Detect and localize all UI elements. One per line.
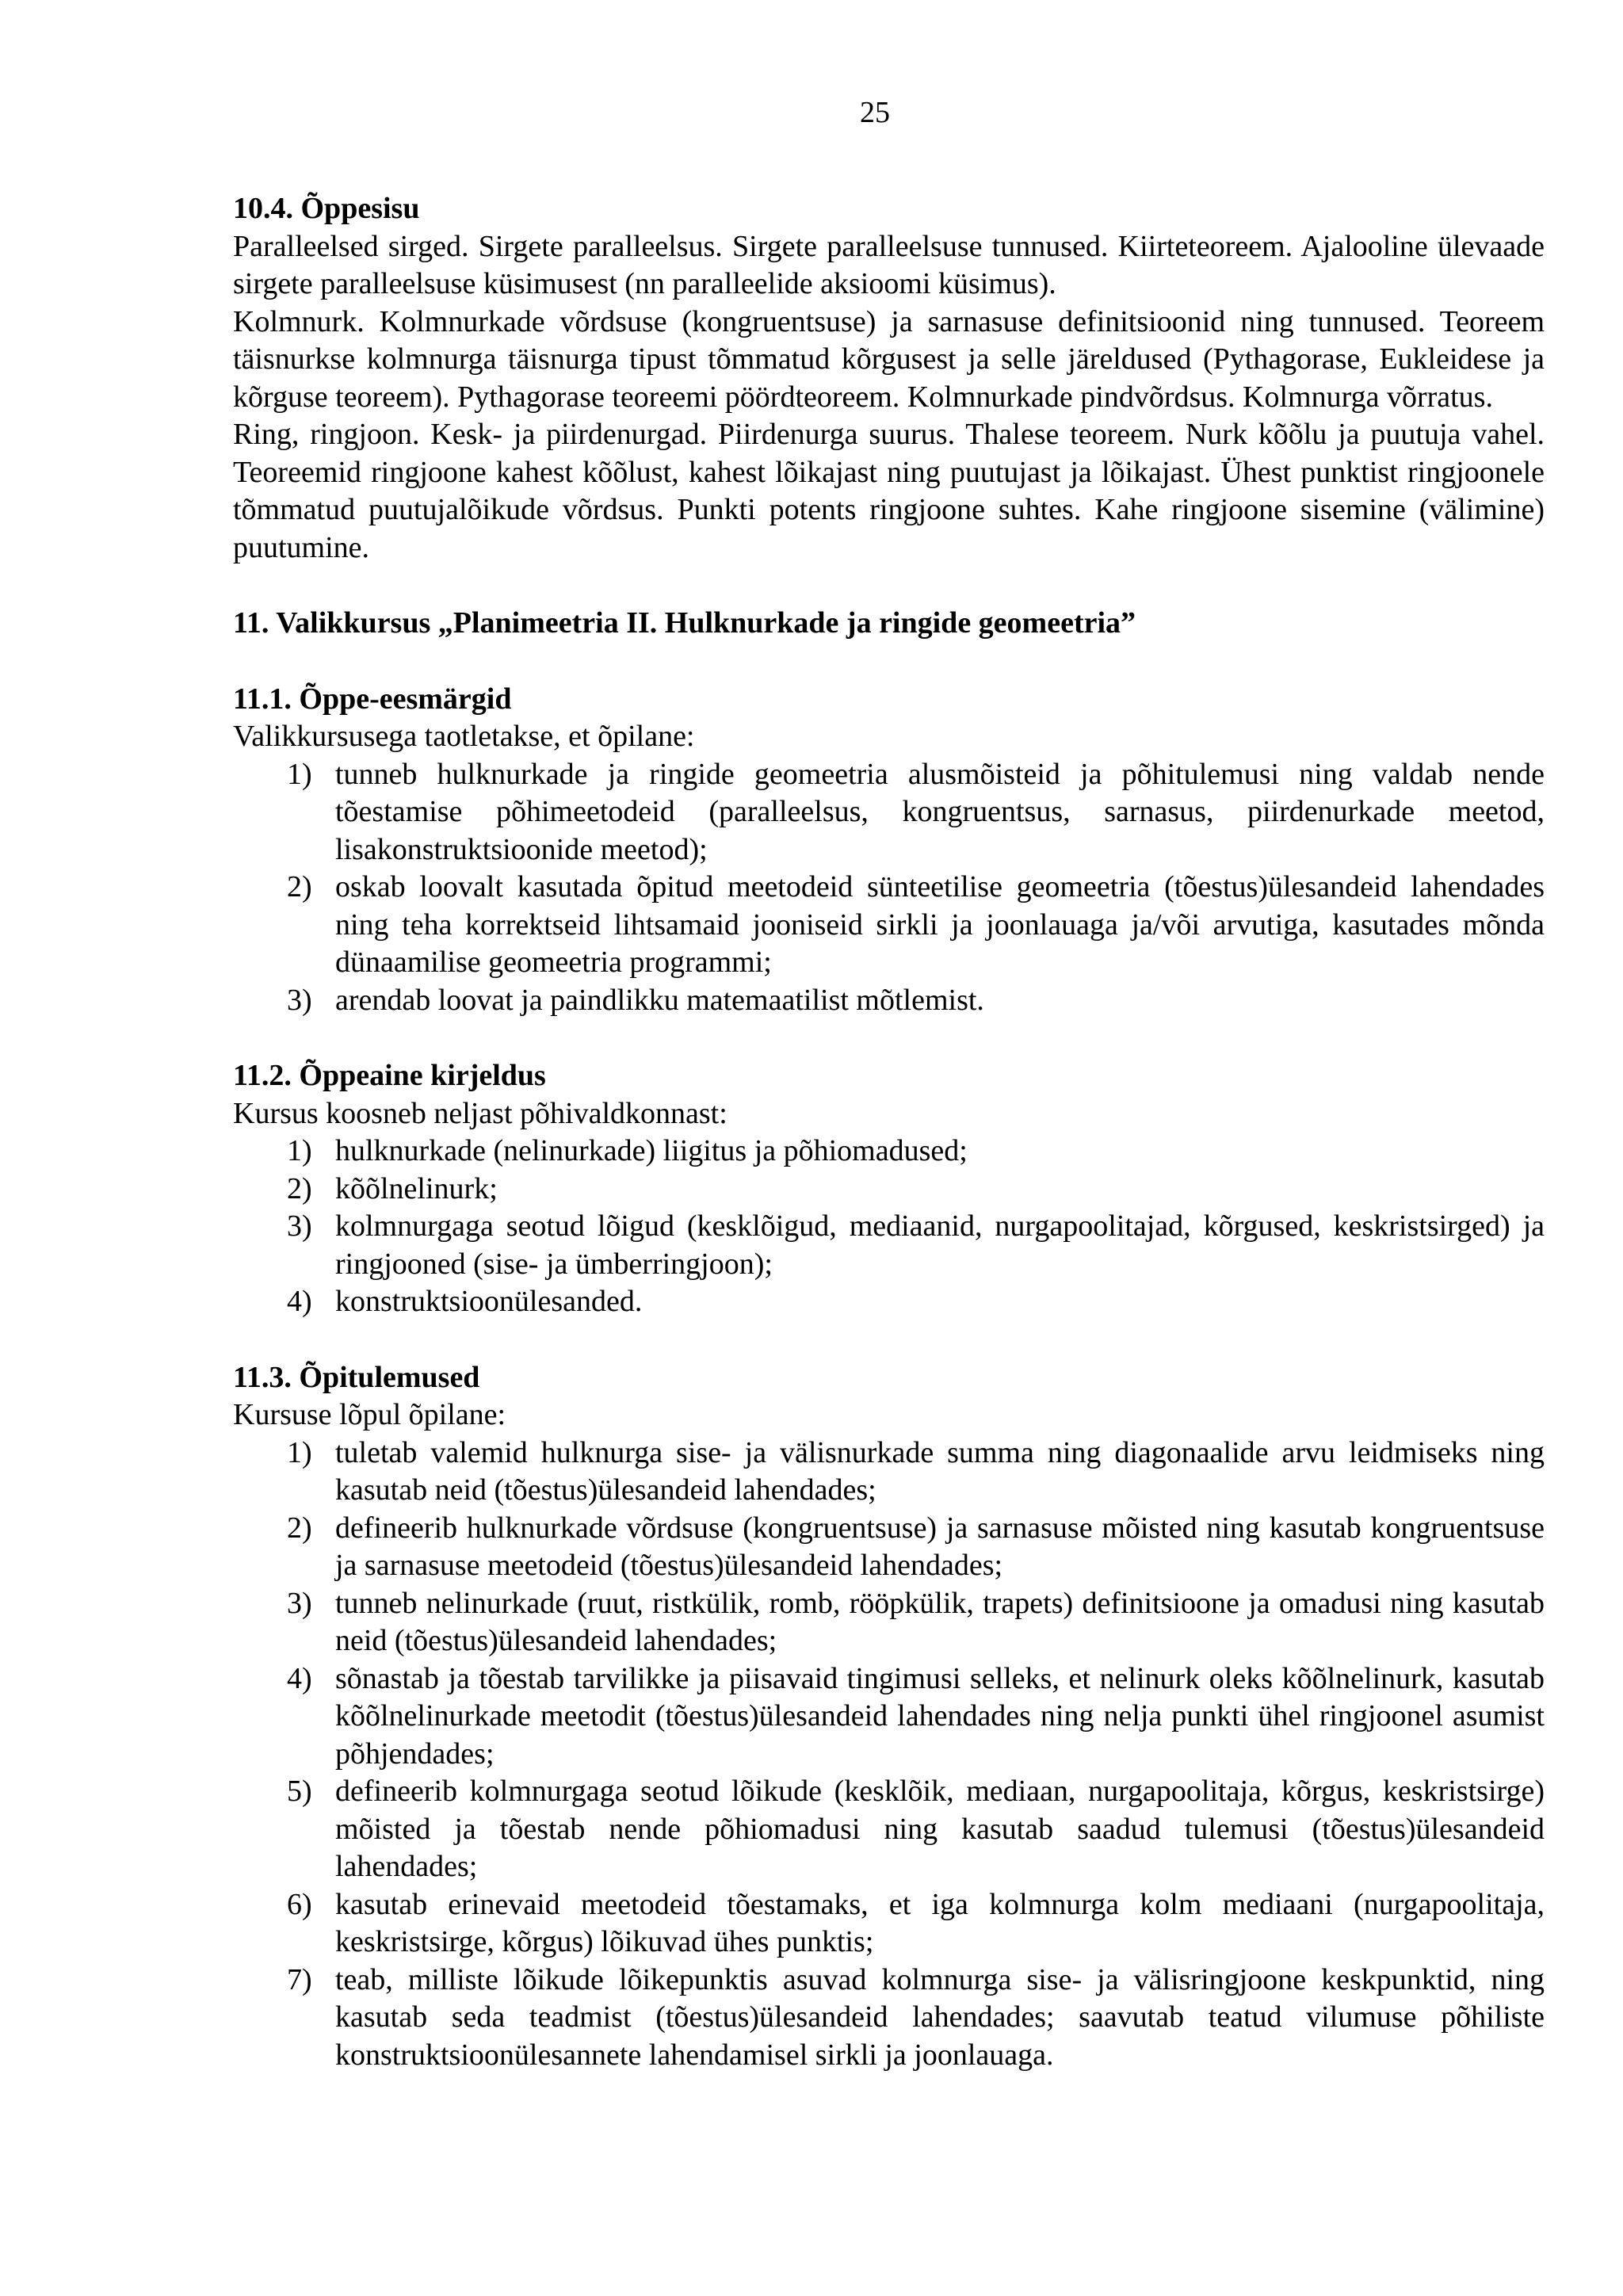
list-item-number: 1) xyxy=(287,757,312,791)
list-intro: Kursus koosneb neljast põhivaldkonnast: xyxy=(233,1096,727,1130)
list-item-text: tunneb nelinurkade (ruut, ristkülik, romb, rööpkülik, trapets) definitsioone ja omadusi ning kasutab neid (tõestus)ülesandeid lahendades; xyxy=(335,1586,1545,1657)
list-item xyxy=(233,1510,1545,1585)
list-item xyxy=(233,1660,1545,1774)
list-item xyxy=(233,756,1545,869)
list-item-number: 7) xyxy=(287,1962,312,1996)
list-item-number: 3) xyxy=(287,983,312,1017)
section-10-4 xyxy=(233,190,1545,567)
list-item-text: oskab loovalt kasutada õpitud meetodeid sünteetilise geomeetria (tõestus)ülesandeid lahendades ning teha korrektseid lihtsamaid jooniseid sirkli ja joonlauaga ja/või arvutiga, kasutades mõnda dünaamilise geomeetria programmi; xyxy=(335,870,1545,979)
list-item-text: hulknurkade (nelinurkade) liigitus ja põhiomadused; xyxy=(335,1134,968,1167)
document-body xyxy=(233,190,1545,2074)
list-item-text: arendab loovat ja paindlikku matemaatilist mõtlemist. xyxy=(335,983,984,1017)
list-item-number: 2) xyxy=(287,870,312,904)
list-item xyxy=(233,1962,1545,2075)
list-item-number: 2) xyxy=(287,1171,312,1205)
list-item xyxy=(233,1585,1545,1660)
section-11-1 xyxy=(233,681,1545,1020)
list-item xyxy=(233,1886,1545,1962)
list-item-text: defineerib kolmnurgaga seotud lõikude (kesklõik, mediaan, nurgapoolitaja, kõrgus, keskristsirge) mõisted ja tõestab nende põhiomadusi ning kasutab saadud tulemusi (tõestus)ülesandeid lahendades; xyxy=(335,1775,1545,1883)
section-11-2 xyxy=(233,1057,1545,1321)
list-item-number: 3) xyxy=(287,1586,312,1620)
list-item-text: teab, milliste lõikude lõikepunktis asuvad kolmnurga sise- ja välisringjoone keskpunktid, ning kasutab seda teadmist (tõestus)ülesandeid lahendades; saavutab teatud vilumuse põhiliste konstruktsioonülesannete lahendamisel sirkli ja joonlauaga. xyxy=(335,1962,1545,2072)
paragraph: Ring, ringjoon. Kesk- ja piirdenurgad. Piirdenurga suurus. Thalese teoreem. Nurk kõõlu ja puutuja vahel. Teoreemid ringjoone kahest kõõlust, kahest lõikajast ning puutujast ja lõikajast. Ühest punktist ringjoonele tõmmatud puutujalõikude võrdsus. Punkti potents ringjoone suhtes. Kahe ringjoone sisemine (välimine) puutumine. xyxy=(233,418,1545,564)
list-item xyxy=(233,1171,1545,1209)
list-item-text: kolmnurgaga seotud lõigud (kesklõigud, mediaanid, nurgapoolitajad, kõrgused, keskristsirged) ja ringjooned (sise- ja ümberringjoon); xyxy=(335,1209,1545,1281)
list-item xyxy=(233,1133,1545,1171)
list-item-number: 6) xyxy=(287,1887,312,1921)
numbered-list xyxy=(233,1133,1545,1321)
section-heading: 11.2. Õppeaine kirjeldus xyxy=(233,1059,546,1092)
numbered-list xyxy=(233,1435,1545,2075)
list-item xyxy=(233,1435,1545,1510)
list-item-number: 4) xyxy=(287,1661,312,1695)
list-item xyxy=(233,1283,1545,1321)
list-item-number: 1) xyxy=(287,1435,312,1469)
list-item xyxy=(233,1773,1545,1886)
paragraph: Paralleelsed sirged. Sirgete paralleelsus. Sirgete paralleelsuse tunnused. Kiirteteoreem. Ajalooline ülevaade sirgete paralleelsuse küsimusest (nn paralleelide aksioomi küsimus). xyxy=(233,229,1545,300)
numbered-list xyxy=(233,756,1545,1020)
list-item-text: kasutab erinevaid meetodeid tõestamaks, et iga kolmnurga kolm mediaani (nurgapoolitaja, keskristsirge, kõrgus) lõikuvad ühes punktis; xyxy=(335,1887,1545,1958)
section-heading: 11.1. Õppe-eesmärgid xyxy=(233,682,512,716)
chapter-heading: 11. Valikkursus „Planimeetria II. Hulknurkade ja ringide geomeetria” xyxy=(233,606,1136,640)
list-intro: Valikkursusega taotletakse, et õpilane: xyxy=(233,720,695,753)
list-item-number: 5) xyxy=(287,1775,312,1808)
section-heading: 11.3. Õpitulemused xyxy=(233,1360,480,1394)
section-11-3 xyxy=(233,1359,1545,2075)
list-item-text: sõnastab ja tõestab tarvilikke ja piisavaid tingimusi selleks, et nelinurk oleks kõõlnelinurk, kasutab kõõlnelinurkade meetodit (tõestus)ülesandeid lahendades ning nelja punkti ühel ringjoonel asumist põhjendades; xyxy=(335,1661,1545,1771)
list-intro: Kursuse lõpul õpilane: xyxy=(233,1398,506,1431)
list-item-number: 1) xyxy=(287,1134,312,1167)
list-item xyxy=(233,869,1545,982)
list-item-text: defineerib hulknurkade võrdsuse (kongruentsuse) ja sarnasuse mõisted ning kasutab kongruentsuse ja sarnasuse meetodeid (tõestus)ülesandeid lahendades; xyxy=(335,1511,1545,1582)
list-item-text: tuletab valemid hulknurga sise- ja välisnurkade summa ning diagonaalide arvu leidmiseks ning kasutab neid (tõestus)ülesandeid lahendades; xyxy=(335,1435,1545,1507)
list-item xyxy=(233,982,1545,1020)
paragraph: Kolmnurk. Kolmnurkade võrdsuse (kongruentsuse) ja sarnasuse definitsioonid ning tunnused. Teoreem täisnurkse kolmnurga täisnurga tipust tõmmatud kõrgusest ja selle järeldused (Pythagorase, Eukleidese ja kõrguse teoreem). Pythagorase teoreemi pöördteoreem. Kolmnurkade pindvõrdsus. Kolmnurga võrratus. xyxy=(233,304,1545,414)
list-item-number: 4) xyxy=(287,1285,312,1318)
list-item-number: 3) xyxy=(287,1209,312,1243)
page-number: 25 xyxy=(860,96,890,129)
list-item-text: kõõlnelinurk; xyxy=(335,1171,498,1205)
list-item-text: tunneb hulknurkade ja ringide geomeetria alusmõisteid ja põhitulemusi ning valdab nende tõestamise põhimeetodeid (paralleelsus, kongruentsus, sarnasus, piirdenurkade meetod, lisakonstruktsioonide meetod); xyxy=(335,757,1545,866)
list-item-text: konstruktsioonülesanded. xyxy=(335,1285,643,1318)
section-heading: 10.4. Õppesisu xyxy=(233,192,420,225)
list-item-number: 2) xyxy=(287,1511,312,1545)
list-item xyxy=(233,1208,1545,1283)
